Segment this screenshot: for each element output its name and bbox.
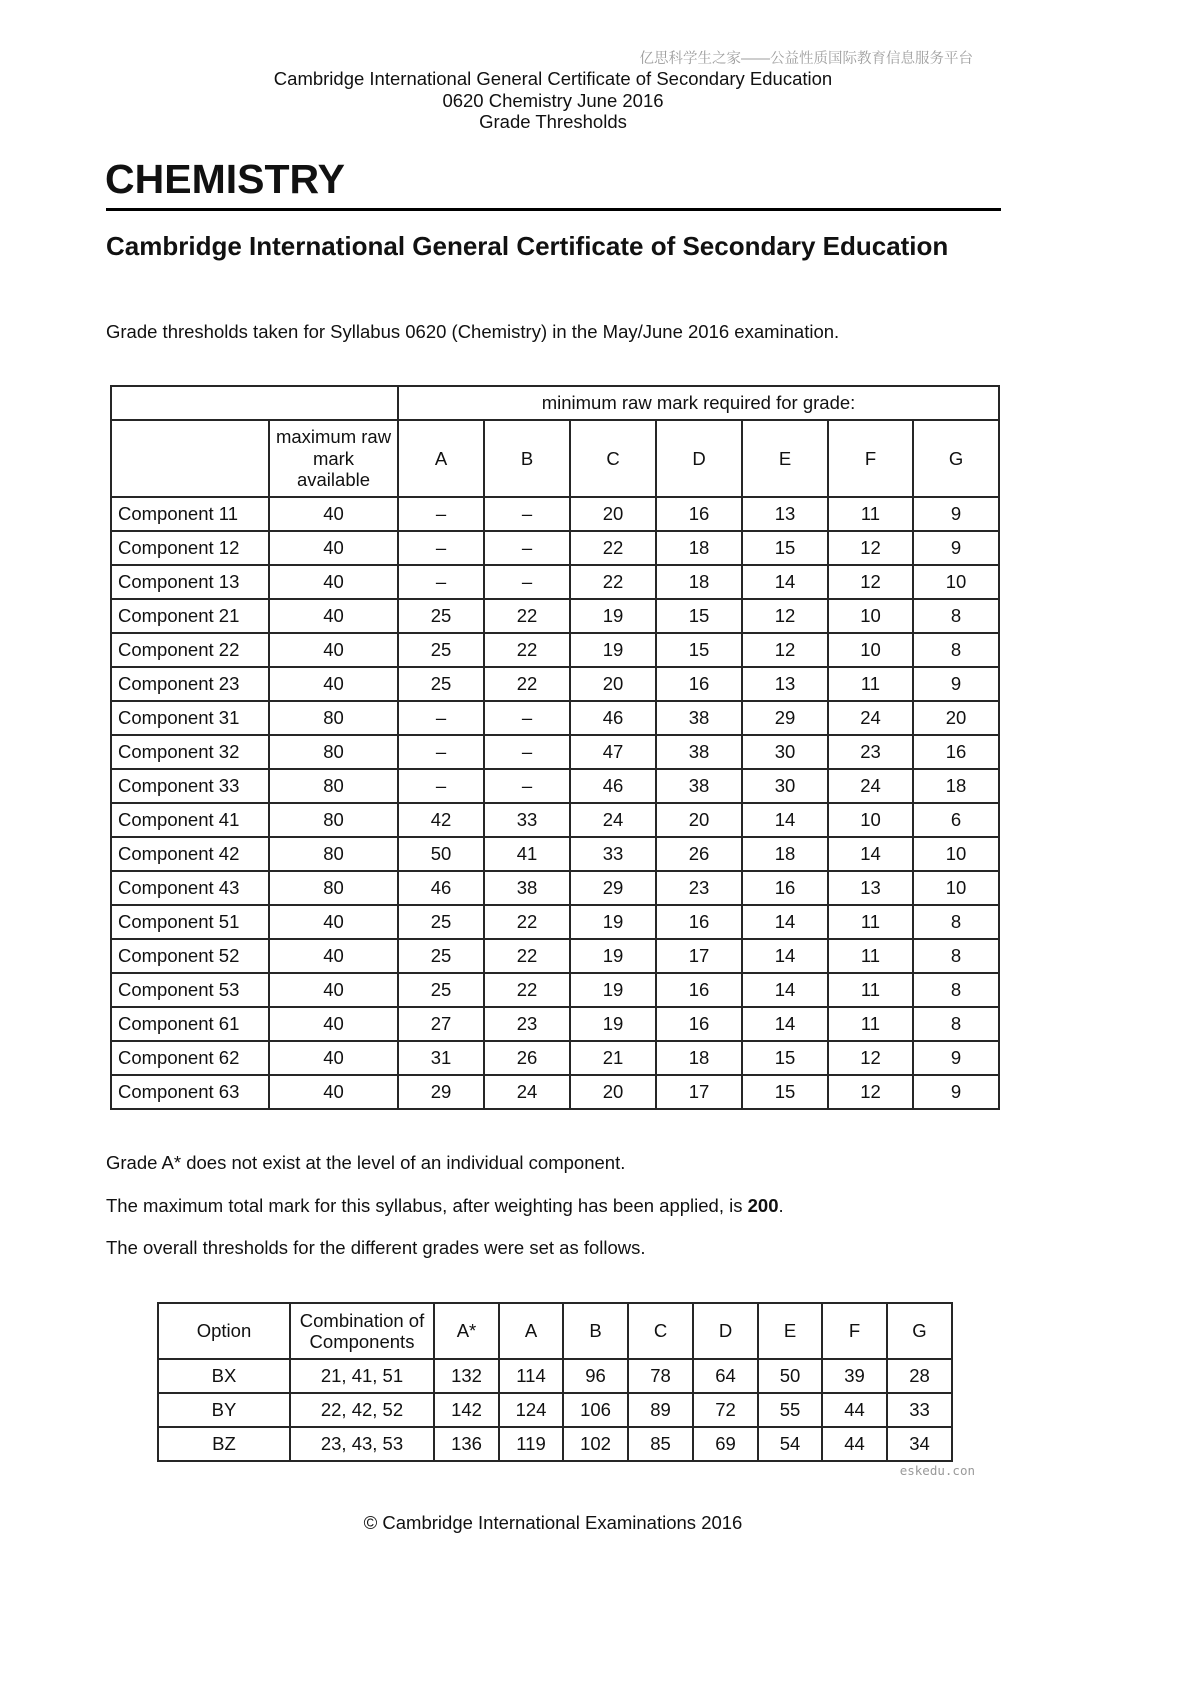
grade-a-cell: –: [398, 735, 484, 769]
grade-f-cell: 44: [822, 1393, 887, 1427]
table-row: [111, 667, 999, 701]
component-name-cell: Component 41: [111, 803, 269, 837]
grade-c-cell: 19: [570, 905, 656, 939]
grade-c-cell: 20: [570, 1075, 656, 1109]
grade-e-cell: 30: [742, 769, 828, 803]
grade-d-cell: 17: [656, 1075, 742, 1109]
grade-b-cell: 22: [484, 633, 570, 667]
document-header: [106, 68, 1000, 133]
grade-g-cell: 9: [913, 1075, 999, 1109]
grade-b-cell: 22: [484, 905, 570, 939]
grade-d-cell: 16: [656, 1007, 742, 1041]
header-paper: 0620 Chemistry June 2016: [442, 89, 664, 111]
grade-c-cell: 24: [570, 803, 656, 837]
max-mark-cell: 40: [269, 939, 398, 973]
grade-c-header: C: [570, 420, 656, 497]
title-rule-divider: [106, 208, 1001, 211]
component-name-cell: Component 42: [111, 837, 269, 871]
table-row: [111, 837, 999, 871]
grade-g-header: G: [887, 1303, 952, 1359]
max-mark-cell: 40: [269, 633, 398, 667]
max-mark-cell: 80: [269, 735, 398, 769]
table-row: [111, 939, 999, 973]
grade-g-cell: 8: [913, 633, 999, 667]
grade-b-cell: –: [484, 769, 570, 803]
grade-d-cell: 18: [656, 531, 742, 565]
option-thresholds-table: [157, 1302, 953, 1462]
component-name-cell: Component 31: [111, 701, 269, 735]
grade-a-cell: 25: [398, 633, 484, 667]
grade-d-cell: 69: [693, 1427, 758, 1461]
grade-f-cell: 23: [828, 735, 913, 769]
grade-f-cell: 10: [828, 803, 913, 837]
grade-astar-cell: 142: [434, 1393, 499, 1427]
component-name-cell: Component 51: [111, 905, 269, 939]
option-code-cell: BZ: [158, 1427, 290, 1461]
grade-c-cell: 78: [628, 1359, 693, 1393]
table-header-row: [111, 420, 999, 497]
grade-d-cell: 16: [656, 973, 742, 1007]
grade-d-cell: 26: [656, 837, 742, 871]
max-mark-cell: 40: [269, 973, 398, 1007]
combination-cell: 21, 41, 51: [290, 1359, 434, 1393]
grade-b-cell: 24: [484, 1075, 570, 1109]
grade-d-cell: 16: [656, 905, 742, 939]
header-document-type: Grade Thresholds: [479, 111, 627, 132]
grade-b-cell: –: [484, 701, 570, 735]
grade-b-header: B: [563, 1303, 628, 1359]
grade-d-cell: 23: [656, 871, 742, 905]
max-mark-cell: 40: [269, 497, 398, 531]
max-mark-cell: 40: [269, 1075, 398, 1109]
header-qualification: Cambridge International General Certificate of Secondary Education: [273, 68, 833, 89]
grade-f-cell: 13: [828, 871, 913, 905]
grade-e-cell: 15: [742, 1041, 828, 1075]
grade-b-cell: 22: [484, 939, 570, 973]
component-thresholds-table: [110, 385, 1000, 1110]
grade-a-cell: 42: [398, 803, 484, 837]
grade-d-cell: 15: [656, 599, 742, 633]
grade-f-cell: 11: [828, 905, 913, 939]
component-name-cell: Component 23: [111, 667, 269, 701]
grade-a-cell: –: [398, 531, 484, 565]
grade-f-cell: 14: [828, 837, 913, 871]
grade-a-cell: 25: [398, 599, 484, 633]
grade-c-cell: 19: [570, 973, 656, 1007]
grade-a-header: A: [499, 1303, 563, 1359]
max-mark-cell: 40: [269, 667, 398, 701]
grade-e-cell: 15: [742, 531, 828, 565]
grade-f-cell: 12: [828, 565, 913, 599]
grade-b-header: B: [484, 420, 570, 497]
grade-f-cell: 12: [828, 1041, 913, 1075]
grade-a-cell: –: [398, 565, 484, 599]
table-header-row: [158, 1303, 952, 1359]
component-name-cell: Component 62: [111, 1041, 269, 1075]
max-mark-cell: 40: [269, 905, 398, 939]
grade-d-cell: 72: [693, 1393, 758, 1427]
grade-f-cell: 11: [828, 973, 913, 1007]
grade-b-cell: 22: [484, 973, 570, 1007]
grade-e-header: E: [758, 1303, 822, 1359]
grade-c-cell: 19: [570, 633, 656, 667]
grade-b-cell: –: [484, 565, 570, 599]
empty-header-cell: [111, 420, 269, 497]
grade-g-cell: 9: [913, 497, 999, 531]
grade-f-cell: 44: [822, 1427, 887, 1461]
grade-c-cell: 20: [570, 497, 656, 531]
component-name-cell: Component 22: [111, 633, 269, 667]
grade-f-cell: 11: [828, 497, 913, 531]
grade-d-cell: 16: [656, 497, 742, 531]
grade-e-cell: 14: [742, 803, 828, 837]
grade-g-cell: 10: [913, 565, 999, 599]
table-row: [111, 769, 999, 803]
grade-g-cell: 34: [887, 1427, 952, 1461]
grade-g-cell: 20: [913, 701, 999, 735]
grade-b-cell: 33: [484, 803, 570, 837]
grade-c-header: C: [628, 1303, 693, 1359]
table-row: [158, 1393, 952, 1427]
table-row: [111, 497, 999, 531]
grade-f-header: F: [822, 1303, 887, 1359]
grade-e-cell: 12: [742, 599, 828, 633]
grade-c-cell: 33: [570, 837, 656, 871]
grade-b-cell: 41: [484, 837, 570, 871]
grade-g-cell: 9: [913, 667, 999, 701]
grade-d-cell: 18: [656, 565, 742, 599]
max-mark-cell: 40: [269, 531, 398, 565]
grade-e-cell: 14: [742, 939, 828, 973]
grade-g-cell: 6: [913, 803, 999, 837]
grade-a-cell: –: [398, 769, 484, 803]
max-total-note: [106, 1195, 784, 1217]
grade-f-cell: 24: [828, 701, 913, 735]
grade-f-cell: 10: [828, 633, 913, 667]
grade-c-cell: 22: [570, 565, 656, 599]
component-name-cell: Component 21: [111, 599, 269, 633]
grade-e-cell: 54: [758, 1427, 822, 1461]
grade-e-cell: 13: [742, 497, 828, 531]
grade-g-cell: 33: [887, 1393, 952, 1427]
max-mark-cell: 40: [269, 1041, 398, 1075]
grade-g-cell: 18: [913, 769, 999, 803]
grade-g-cell: 10: [913, 871, 999, 905]
grade-e-cell: 14: [742, 565, 828, 599]
grade-g-cell: 28: [887, 1359, 952, 1393]
table-row: [111, 565, 999, 599]
grade-e-cell: 12: [742, 633, 828, 667]
grade-f-cell: 24: [828, 769, 913, 803]
component-name-cell: Component 52: [111, 939, 269, 973]
grade-f-header: F: [828, 420, 913, 497]
grade-d-cell: 17: [656, 939, 742, 973]
grade-a-cell: 114: [499, 1359, 563, 1393]
grade-a-cell: 46: [398, 871, 484, 905]
table-row: [111, 905, 999, 939]
grade-d-cell: 16: [656, 667, 742, 701]
grade-g-cell: 16: [913, 735, 999, 769]
max-total-value: 200: [747, 1195, 779, 1216]
table-row: [111, 599, 999, 633]
grade-d-header: D: [693, 1303, 758, 1359]
table-row: [111, 803, 999, 837]
grade-d-cell: 18: [656, 1041, 742, 1075]
grade-e-cell: 29: [742, 701, 828, 735]
grade-a-cell: 29: [398, 1075, 484, 1109]
table-row: [111, 633, 999, 667]
combination-cell: 23, 43, 53: [290, 1427, 434, 1461]
grade-d-cell: 38: [656, 701, 742, 735]
grade-d-header: D: [656, 420, 742, 497]
table-row: [111, 1007, 999, 1041]
max-mark-cell: 80: [269, 837, 398, 871]
grade-a-cell: 25: [398, 973, 484, 1007]
option-code-cell: BY: [158, 1393, 290, 1427]
table-row: [111, 1075, 999, 1109]
grade-b-cell: –: [484, 497, 570, 531]
grade-a-cell: 31: [398, 1041, 484, 1075]
max-mark-header: maximum raw mark available: [269, 420, 398, 497]
grade-g-cell: 8: [913, 599, 999, 633]
grade-e-cell: 14: [742, 905, 828, 939]
table-row: [158, 1427, 952, 1461]
grade-a-cell: –: [398, 497, 484, 531]
max-total-end: .: [778, 1195, 784, 1216]
source-watermark-text: eskedu.con: [899, 1463, 975, 1478]
max-mark-cell: 80: [269, 803, 398, 837]
grade-d-cell: 20: [656, 803, 742, 837]
grade-b-cell: –: [484, 531, 570, 565]
grade-b-cell: 102: [563, 1427, 628, 1461]
grade-g-cell: 8: [913, 1007, 999, 1041]
max-mark-cell: 80: [269, 701, 398, 735]
grade-e-cell: 30: [742, 735, 828, 769]
max-total-text: The maximum total mark for this syllabus, after weighting has been applied, is: [106, 1195, 748, 1216]
combination-header: Combination of Components: [290, 1303, 434, 1359]
grade-astar-header: A*: [434, 1303, 499, 1359]
grade-e-cell: 14: [742, 973, 828, 1007]
grade-a-cell: 25: [398, 939, 484, 973]
table-row: [158, 1359, 952, 1393]
watermark-text: 亿思科学生之家——公益性质国际教育信息服务平台: [639, 51, 973, 67]
grade-c-cell: 21: [570, 1041, 656, 1075]
grade-c-cell: 46: [570, 701, 656, 735]
grade-astar-cell: 136: [434, 1427, 499, 1461]
table-header-row: [111, 386, 999, 420]
table-row: [111, 871, 999, 905]
grade-g-cell: 10: [913, 837, 999, 871]
component-name-cell: Component 12: [111, 531, 269, 565]
grade-b-cell: 96: [563, 1359, 628, 1393]
grade-c-cell: 46: [570, 769, 656, 803]
component-name-cell: Component 32: [111, 735, 269, 769]
grade-f-cell: 10: [828, 599, 913, 633]
intro-paragraph: Grade thresholds taken for Syllabus 0620 (Chemistry) in the May/June 2016 examination.: [106, 321, 840, 342]
grade-g-cell: 8: [913, 973, 999, 1007]
grade-c-cell: 85: [628, 1427, 693, 1461]
table-row: [111, 1041, 999, 1075]
grade-e-cell: 13: [742, 667, 828, 701]
grade-f-cell: 12: [828, 531, 913, 565]
grade-d-cell: 64: [693, 1359, 758, 1393]
grade-e-cell: 14: [742, 1007, 828, 1041]
component-name-cell: Component 13: [111, 565, 269, 599]
grade-f-cell: 11: [828, 1007, 913, 1041]
a-star-note: Grade A* does not exist at the level of an individual component.: [106, 1152, 626, 1173]
grade-f-cell: 12: [828, 1075, 913, 1109]
grade-group-header: minimum raw mark required for grade:: [398, 386, 999, 420]
grade-a-cell: 25: [398, 905, 484, 939]
grade-g-cell: 9: [913, 1041, 999, 1075]
grade-c-cell: 20: [570, 667, 656, 701]
component-name-cell: Component 53: [111, 973, 269, 1007]
grade-a-cell: 124: [499, 1393, 563, 1427]
grade-a-cell: –: [398, 701, 484, 735]
grade-c-cell: 22: [570, 531, 656, 565]
page-title: CHEMISTRY: [105, 156, 345, 202]
grade-c-cell: 29: [570, 871, 656, 905]
grade-f-cell: 39: [822, 1359, 887, 1393]
combination-cell: 22, 42, 52: [290, 1393, 434, 1427]
grade-g-cell: 8: [913, 939, 999, 973]
table-row: [111, 531, 999, 565]
grade-c-cell: 19: [570, 1007, 656, 1041]
table-row: [111, 973, 999, 1007]
copyright-footer: © Cambridge International Examinations 2016: [363, 1512, 743, 1533]
table-row: [111, 701, 999, 735]
grade-b-cell: 22: [484, 599, 570, 633]
grade-astar-cell: 132: [434, 1359, 499, 1393]
grade-b-cell: 106: [563, 1393, 628, 1427]
option-header: Option: [158, 1303, 290, 1359]
grade-b-cell: 23: [484, 1007, 570, 1041]
table-row: [111, 735, 999, 769]
component-name-cell: Component 33: [111, 769, 269, 803]
grade-f-cell: 11: [828, 667, 913, 701]
grade-d-cell: 38: [656, 769, 742, 803]
component-name-cell: Component 63: [111, 1075, 269, 1109]
grade-e-cell: 18: [742, 837, 828, 871]
grade-b-cell: 22: [484, 667, 570, 701]
max-mark-cell: 80: [269, 769, 398, 803]
option-code-cell: BX: [158, 1359, 290, 1393]
empty-header-cell: [111, 386, 398, 420]
grade-e-cell: 50: [758, 1359, 822, 1393]
grade-d-cell: 38: [656, 735, 742, 769]
grade-d-cell: 15: [656, 633, 742, 667]
grade-e-header: E: [742, 420, 828, 497]
qualification-heading: Cambridge International General Certificate of Secondary Education: [106, 231, 949, 261]
grade-c-cell: 47: [570, 735, 656, 769]
grade-e-cell: 55: [758, 1393, 822, 1427]
max-mark-cell: 80: [269, 871, 398, 905]
grade-b-cell: 26: [484, 1041, 570, 1075]
max-mark-cell: 40: [269, 1007, 398, 1041]
overall-thresholds-note: The overall thresholds for the different grades were set as follows.: [106, 1237, 646, 1258]
grade-f-cell: 11: [828, 939, 913, 973]
component-name-cell: Component 61: [111, 1007, 269, 1041]
grade-a-cell: 25: [398, 667, 484, 701]
grade-a-cell: 27: [398, 1007, 484, 1041]
grade-b-cell: 38: [484, 871, 570, 905]
grade-g-cell: 9: [913, 531, 999, 565]
max-mark-cell: 40: [269, 565, 398, 599]
grade-a-cell: 50: [398, 837, 484, 871]
grade-c-cell: 19: [570, 599, 656, 633]
grade-c-cell: 19: [570, 939, 656, 973]
max-mark-cell: 40: [269, 599, 398, 633]
grade-g-cell: 8: [913, 905, 999, 939]
component-name-cell: Component 43: [111, 871, 269, 905]
grade-e-cell: 15: [742, 1075, 828, 1109]
component-name-cell: Component 11: [111, 497, 269, 531]
grade-g-header: G: [913, 420, 999, 497]
grade-b-cell: –: [484, 735, 570, 769]
grade-c-cell: 89: [628, 1393, 693, 1427]
grade-a-cell: 119: [499, 1427, 563, 1461]
grade-a-header: A: [398, 420, 484, 497]
grade-e-cell: 16: [742, 871, 828, 905]
